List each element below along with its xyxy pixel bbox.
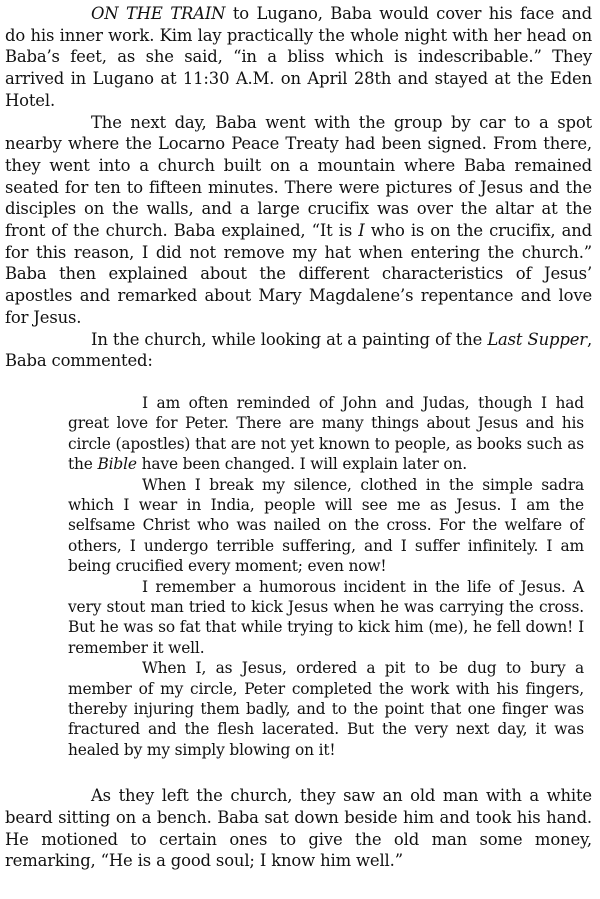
quote-paragraph-humorous-incident: I remember a humorous incident in the life of Jesus. A very stout man tried to kick Jesus when he was carrying the cross. But he was so fat that while trying to kick him (me), he fell down! I remember it well.	[68, 577, 584, 657]
paragraph-text: , Baba commented:	[5, 329, 592, 371]
paragraph-old-man: As they left the church, they saw an old man with a white beard sitting on a bench. Baba sat down beside him and took his hand. He motioned to certain ones to give the old man some money, remarking, “He is a good soul; I know him well.”	[5, 786, 592, 871]
lead-in-text: ON THE TRAIN	[91, 4, 226, 23]
paragraph-text: In the church, while looking at a painting of the	[91, 329, 488, 349]
quote-paragraph-pit-dug: When I, as Jesus, ordered a pit to be dug to bury a member of my circle, Peter completed the work with his fingers, thereby injuring them badly, and to the point that one finger was fractured and the flesh lacerated. But the very next day, it was healed by my simply blowing on it!	[68, 659, 584, 759]
quote-paragraph-break-silence: When I break my silence, clothed in the simple sadra which I wear in India, people will see me as Jesus. I am the selfsame Christ who was nailed on the cross. For the welfare of others, I undergo terrible suffering, and I suffer infinitely. I am being crucified every moment; even now!	[68, 475, 584, 576]
quote-paragraph-john-judas	[68, 393, 584, 475]
paragraph-text: who is on the crucifix, and for this reason, I did not remove my hat when entering the church.” Baba then explained about the different characteristics of Jesus’ apostles and remarked about Mary Magdalene’s repentance and love for Jesus.	[5, 221, 592, 327]
paragraph-text: to Lugano, Baba would cover his face and do his inner work. Kim lay practically the whole night with her head on Baba’s feet, as she said, “in a bliss which is indescribable.” They arrived in Lugano at 11:30 A.M. on April 28th and stayed at the Eden Hotel.	[5, 4, 592, 110]
painting-title: Last Supper	[487, 329, 587, 349]
quote-text: I am often reminded of John and Judas, though I had great love for Peter. There are many things about Jesus and his circle (apostles) that are not yet known to people, as books such as the	[68, 393, 584, 474]
quote-text: have been changed. I will explain later on.	[136, 455, 468, 474]
block-quote	[68, 393, 584, 760]
paragraph-in-the-church	[5, 329, 592, 372]
paragraph-text: The next day, Baba went with the group by car to a spot nearby where the Locarno Peace Treaty had been signed. From there, they went into a church built on a mountain where Baba remained seated for ten to fifteen minutes. There were pictures of Jesus and the disciples on the walls, and a large crucifix was over the altar at the front of the church. Baba explained, “It is	[5, 112, 592, 241]
paragraph-on-the-train	[5, 3, 592, 112]
paragraph-next-day	[5, 112, 592, 329]
book-title: Bible	[97, 455, 137, 474]
emphasis-text: I	[358, 221, 365, 241]
